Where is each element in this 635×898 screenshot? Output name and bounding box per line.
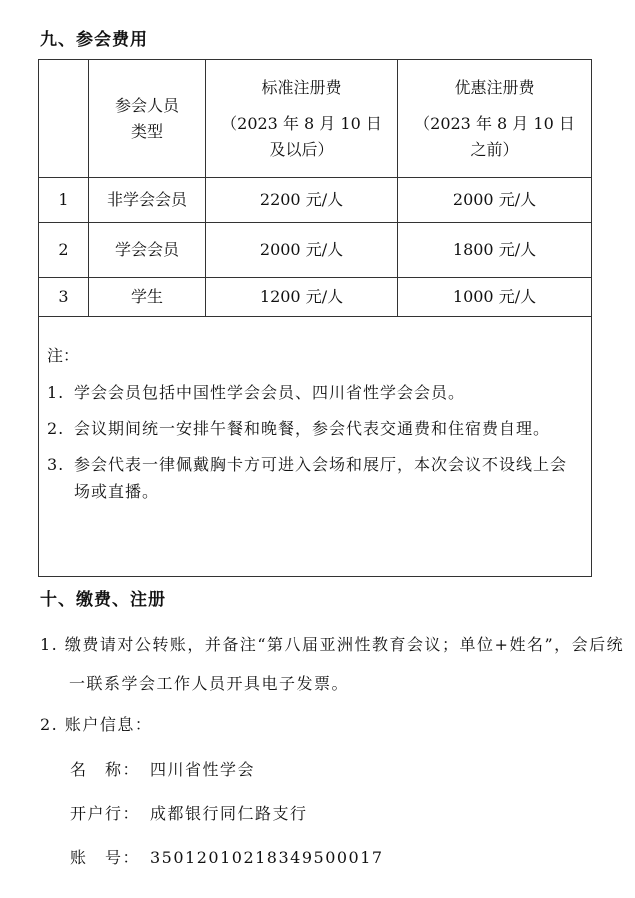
row-index: 2 (39, 223, 89, 278)
row-standard-fee: 2000 元/人 (206, 223, 398, 278)
table-row (39, 278, 592, 317)
account-info-title: 2. 账户信息： (40, 715, 153, 734)
header-type-line2: 类型 (130, 121, 163, 141)
notes-cell (39, 317, 592, 577)
account-number-label: 账 号： (70, 848, 141, 867)
note-number: 3. (47, 455, 65, 474)
section-9-heading: 九、参会费用 (40, 30, 148, 50)
notes-row (39, 317, 592, 577)
notes-intro: 注： (47, 346, 80, 365)
header-discount-title: 优惠注册费 (454, 77, 535, 97)
row-index: 1 (39, 178, 89, 223)
header-discount-line1: （2023 年 8 月 10 日 (414, 113, 575, 133)
table-row (39, 223, 592, 278)
account-bank-label: 开户行： (70, 804, 141, 823)
row-discount-fee: 1800 元/人 (398, 223, 592, 278)
section-10-heading: 十、缴费、注册 (40, 590, 166, 610)
header-attendee-type (89, 60, 206, 178)
header-standard-fee (206, 60, 398, 178)
account-number-value: 35012010218349500017 (150, 848, 384, 867)
account-number-line (70, 846, 384, 870)
row-type: 学会会员 (89, 223, 206, 278)
note-number: 1. (47, 383, 65, 402)
header-type-line1: 参会人员 (114, 95, 179, 115)
row-index: 3 (39, 278, 89, 317)
account-name-line (70, 758, 255, 782)
table-header-row (39, 60, 592, 178)
note-item (47, 379, 583, 406)
account-bank-value: 成都银行同仁路支行 (150, 804, 308, 823)
note-text: 参会代表一律佩戴胸卡方可进入会场和展厅，本次会议不设线上会场或直播。 (74, 455, 568, 501)
header-discount-line2: 之前） (470, 139, 519, 159)
payment-instruction: 1. 缴费请对公转账，并备注“第八届亚洲性教育会议；单位+姓名”，会后统一联系学会工作人员开具电子发票。 (40, 635, 625, 693)
header-index (39, 60, 89, 178)
note-item (47, 415, 583, 442)
header-standard-line1: （2023 年 8 月 10 日 (221, 113, 382, 133)
table-row (39, 178, 592, 223)
header-standard-line2: 及以后） (269, 139, 334, 159)
account-bank-line (70, 802, 308, 826)
header-standard-title: 标准注册费 (261, 77, 342, 97)
row-discount-fee: 1000 元/人 (398, 278, 592, 317)
registration-fee-table (38, 59, 592, 577)
account-name-value: 四川省性学会 (150, 760, 256, 779)
row-discount-fee: 2000 元/人 (398, 178, 592, 223)
row-type: 学生 (89, 278, 206, 317)
row-type: 非学会会员 (89, 178, 206, 223)
row-standard-fee: 2200 元/人 (206, 178, 398, 223)
account-name-label: 名 称： (70, 760, 141, 779)
note-text: 会议期间统一安排午餐和晚餐，参会代表交通费和住宿费自理。 (74, 419, 551, 438)
row-standard-fee: 1200 元/人 (206, 278, 398, 317)
header-discount-fee (398, 60, 592, 178)
note-number: 2. (47, 419, 65, 438)
notes-list (47, 379, 583, 505)
note-text: 学会会员包括中国性学会会员、四川省性学会会员。 (74, 383, 466, 402)
note-item (47, 451, 583, 505)
